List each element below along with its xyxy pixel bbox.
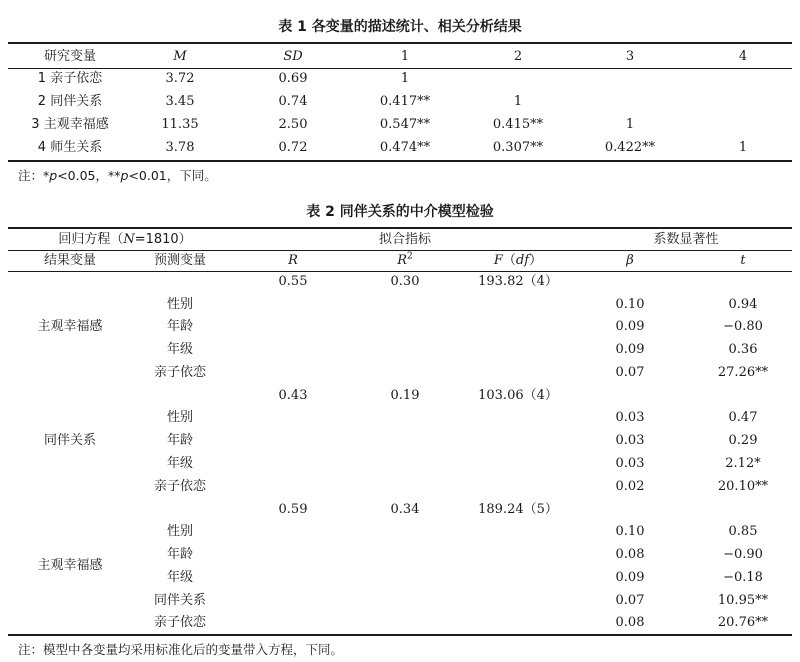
table1-cell-r3: 1	[625, 117, 635, 132]
table2-predictor: 亲子依恋	[153, 365, 207, 380]
table2-beta: 0.10	[615, 297, 645, 312]
table2-beta: 0.03	[615, 456, 645, 471]
table2-t: 0.29	[728, 433, 758, 448]
table1-cell-r4: 1	[738, 140, 748, 155]
table1-header-rule	[8, 68, 792, 69]
table1-header-col1: 1	[400, 49, 410, 64]
table1-cell-r1: 0.417**	[379, 94, 431, 109]
table2-predictor: 年龄	[166, 547, 194, 562]
table2-header-t: t	[740, 253, 746, 268]
table2-t: −0.80	[723, 319, 763, 334]
table2-fit-r: 0.55	[278, 274, 308, 289]
table2-fit-r: 0.43	[278, 388, 308, 403]
table2-predictor: 年级	[166, 456, 194, 471]
table2-t: 0.94	[728, 297, 758, 312]
table1-cell-r1: 0.547**	[379, 117, 431, 132]
table2-t: 20.76**	[717, 615, 769, 630]
table1-header-variable: 研究变量	[43, 49, 97, 64]
table2-beta: 0.09	[615, 570, 645, 585]
table2-bottom-rule	[8, 634, 792, 636]
table2-group-rule	[8, 250, 792, 251]
table2-fit-f: 193.82（4）	[478, 274, 558, 289]
table2-beta: 0.09	[615, 319, 645, 334]
table2-fit-f: 189.24（5）	[478, 502, 558, 517]
table2-fit-r2: 0.30	[390, 274, 420, 289]
table2-t: −0.18	[723, 570, 763, 585]
table2-group-fit: 拟合指标	[378, 232, 432, 247]
table2-t: 10.95**	[717, 593, 769, 608]
table1-cell-mean: 3.78	[165, 140, 195, 155]
table2-beta: 0.03	[615, 410, 645, 425]
table2-t: 0.85	[728, 524, 758, 539]
table2-predictor: 年龄	[166, 433, 194, 448]
table2-beta: 0.09	[615, 342, 645, 357]
table1-cell-mean: 11.35	[161, 117, 199, 132]
table1-cell-r2: 0.307**	[492, 140, 544, 155]
table2-predictor: 性别	[166, 297, 194, 312]
table2-predictor: 年龄	[166, 319, 194, 334]
table1-cell-r3: 0.422**	[604, 140, 656, 155]
table2-predictor: 性别	[166, 524, 194, 539]
table1-cell-sd: 0.72	[278, 140, 308, 155]
table1-cell-mean: 3.72	[165, 71, 195, 86]
table1-header-mean: M	[173, 49, 187, 64]
table1-cell-sd: 2.50	[278, 117, 308, 132]
table1-cell-r2: 0.415**	[492, 117, 544, 132]
table1-top-rule	[8, 42, 792, 44]
table1-caption: 表 1 各变量的描述统计、相关分析结果	[278, 19, 522, 35]
table2-header-outcome: 结果变量	[43, 253, 97, 268]
table2-beta: 0.08	[615, 615, 645, 630]
table2-group-coef: 系数显著性	[653, 232, 719, 247]
table2-predictor: 年级	[166, 570, 194, 585]
table1-cell-r2: 1	[513, 94, 523, 109]
table1-cell-mean: 3.45	[165, 94, 195, 109]
table2-header-rule	[8, 271, 792, 272]
table2-beta: 0.03	[615, 433, 645, 448]
table2-fit-r: 0.59	[278, 502, 308, 517]
table2-predictor: 性别	[166, 410, 194, 425]
table2-note: 注：模型中各变量均采用标准化后的变量带入方程，下同。	[18, 642, 344, 657]
table1-header-col4: 4	[738, 49, 748, 64]
table2-beta: 0.07	[615, 365, 645, 380]
table2-t: 27.26**	[717, 365, 769, 380]
table2-beta: 0.08	[615, 547, 645, 562]
table1-cell-sd: 0.74	[278, 94, 308, 109]
table1-cell-variable: 3 主观幸福感	[31, 117, 109, 132]
table1-bottom-rule	[8, 160, 792, 162]
table1-cell-variable: 2 同伴关系	[37, 94, 103, 109]
table2-fit-f: 103.06（4）	[478, 388, 558, 403]
table2-header-r: R	[288, 253, 298, 268]
table1-cell-r1: 0.474**	[379, 140, 431, 155]
table2-caption: 表 2 同伴关系的中介模型检验	[306, 204, 494, 220]
table1-header-col3: 3	[625, 49, 635, 64]
table2-group-equation: 回归方程（N=1810）	[58, 232, 192, 247]
table2-outcome: 主观幸福感	[37, 319, 103, 334]
table2-header-predictor: 预测变量	[153, 253, 207, 268]
table2-t: 2.12*	[725, 456, 761, 471]
table2-fit-r2: 0.34	[390, 502, 420, 517]
table1-cell-variable: 1 亲子依恋	[37, 71, 103, 86]
table2-predictor: 亲子依恋	[153, 615, 207, 630]
table2-header-f: F（df）	[493, 253, 543, 268]
table2-beta: 0.10	[615, 524, 645, 539]
table1-cell-variable: 4 师生关系	[37, 140, 103, 155]
table2-predictor: 亲子依恋	[153, 479, 207, 494]
table1-cell-sd: 0.69	[278, 71, 308, 86]
table2-predictor: 同伴关系	[153, 593, 207, 608]
table2-predictor: 年级	[166, 342, 194, 357]
table2-t: −0.90	[723, 547, 763, 562]
table2-outcome: 同伴关系	[43, 433, 97, 448]
table2-fit-r2: 0.19	[390, 388, 420, 403]
table2-t: 0.47	[728, 410, 758, 425]
table1-header-sd: SD	[283, 49, 303, 64]
table2-top-rule	[8, 227, 792, 229]
table2-t: 20.10**	[717, 479, 769, 494]
table1-header-col2: 2	[513, 49, 523, 64]
table2-header-r2: $R^2$	[397, 251, 413, 268]
table2-t: 0.36	[728, 342, 758, 357]
table2-outcome: 主观幸福感	[37, 558, 103, 573]
table2-header-beta: β	[626, 253, 634, 268]
table1-cell-r1: 1	[400, 71, 410, 86]
table2-beta: 0.02	[615, 479, 645, 494]
table2-beta: 0.07	[615, 593, 645, 608]
table1-note: 注：*p<0.05，**p<0.01，下同。	[18, 168, 217, 183]
